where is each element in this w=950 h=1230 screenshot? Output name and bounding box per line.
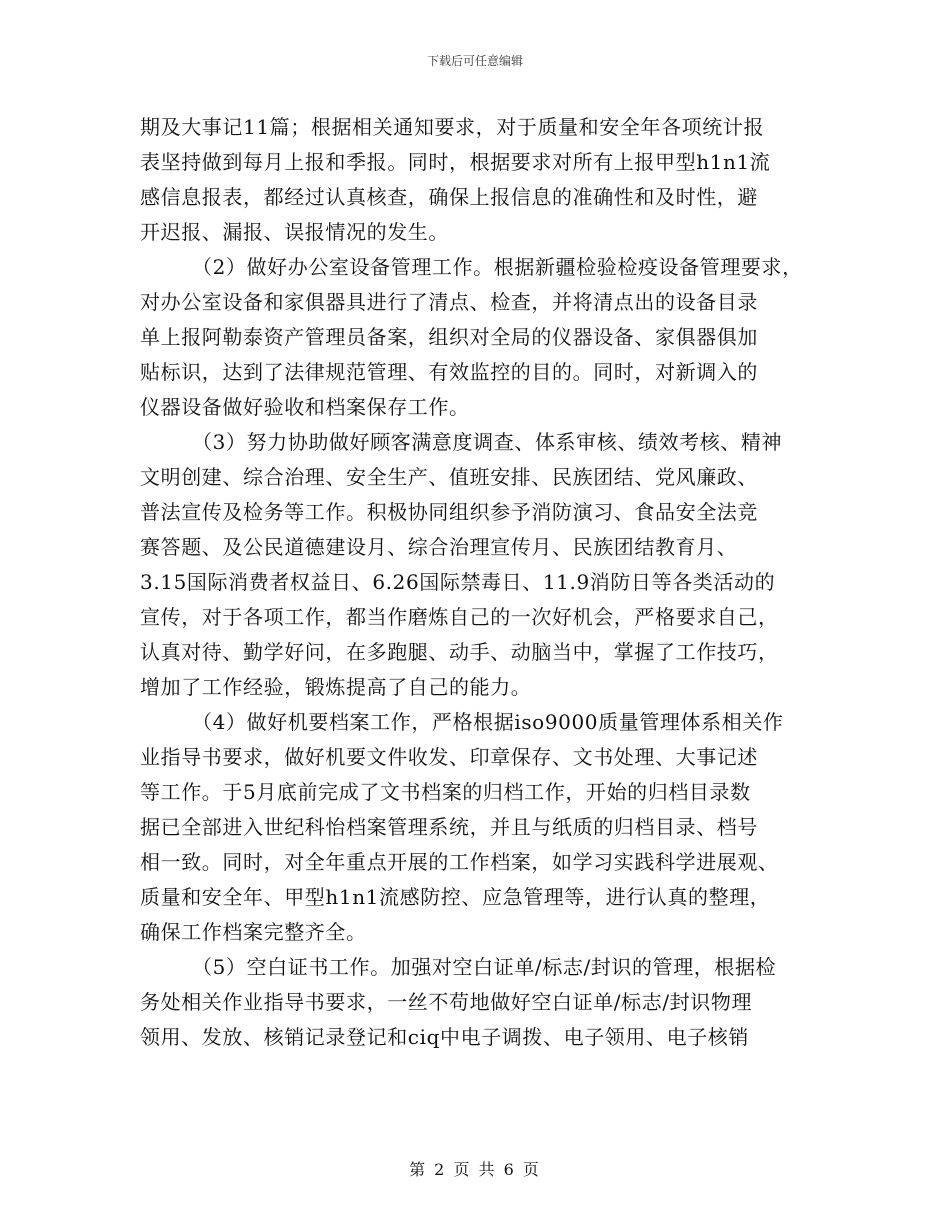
page-header: 下载后可任意编辑 [426,54,523,68]
text-line: 等工作。于5月底前完成了文书档案的归档工作，开始的归档目录数 [140,780,751,804]
text-line: 务处相关作业指导书要求，一丝不苟地做好空白证单/标志/封识物理 [140,990,753,1014]
text-line: 领用、发放、核销记录登记和ciq中电子调拨、电子领用、电子核销 [140,1025,749,1049]
text-line: 3.15国际消费者权益日、6.26国际禁毒日、11.9消防日等各类活动的 [140,570,776,594]
paragraph-2-start: （2）做好办公室设备管理工作。根据新疆检验检疫设备管理要求， [192,255,803,279]
text-line: 开迟报、漏报、误报情况的发生。 [140,220,449,244]
text-line: 对办公室设备和家俱器具进行了清点、检查，并将清点出的设备目录 [140,290,758,314]
text-line: 相一致。同时，对全年重点开展的工作档案，如学习实践科学进展观、 [140,850,779,874]
text-line: 贴标识，达到了法律规范管理、有效监控的目的。同时，对新调入的 [140,360,758,384]
text-line: 单上报阿勒泰资产管理员备案，组织对全局的仪器设备、家俱器俱加 [140,325,758,349]
paragraph-3-start: （3）努力协助做好顾客满意度调查、体系审核、绩效考核、精神 [192,430,783,454]
text-line: 期及大事记11篇；根据相关通知要求，对于质量和安全年各项统计报 [140,115,765,139]
text-line: 确保工作档案完整齐全。 [140,920,367,944]
paragraph-4-start: （4）做好机要档案工作，严格根据iso9000质量管理体系相关作 [192,710,784,734]
paragraph-5-start: （5）空白证书工作。加强对空白证单/标志/封识的管理，根据检 [192,955,777,979]
text-line: 文明创建、综合治理、安全生产、值班安排、民族团结、党风廉政、 [140,465,758,489]
text-line: 质量和安全年、甲型h1n1流感防控、应急管理等，进行认真的整理， [140,885,771,909]
text-line: 赛答题、及公民道德建设月、综合治理宣传月、民族团结教育月、 [140,535,738,559]
text-line: 宣传，对于各项工作，都当作磨炼自己的一次好机会，严格要求自己， [140,605,779,629]
text-line: 认真对待、勤学好问，在多跑腿、动手、动脑当中，掌握了工作技巧， [140,640,779,664]
text-line: 普法宣传及检务等工作。积极协同组织参予消防演习、食品安全法竞 [140,500,758,524]
text-line: 仪器设备做好验收和档案保存工作。 [140,395,470,419]
page-number-footer: 第 2 页 共 6 页 [409,1160,541,1179]
body-text [140,110,820,1055]
text-line: 表坚持做到每月上报和季报。同时，根据要求对所有上报甲型h1n1流 [140,150,771,174]
text-line: 据已全部进入世纪科怡档案管理系统，并且与纸质的归档目录、档号 [140,815,758,839]
text-line: 增加了工作经验，锻炼提高了自己的能力。 [140,675,532,699]
text-line: 业指导书要求，做好机要文件收发、印章保存、文书处理、大事记述 [140,745,758,769]
text-line: 感信息报表，都经过认真核查，确保上报信息的准确性和及时性，避 [140,185,758,209]
